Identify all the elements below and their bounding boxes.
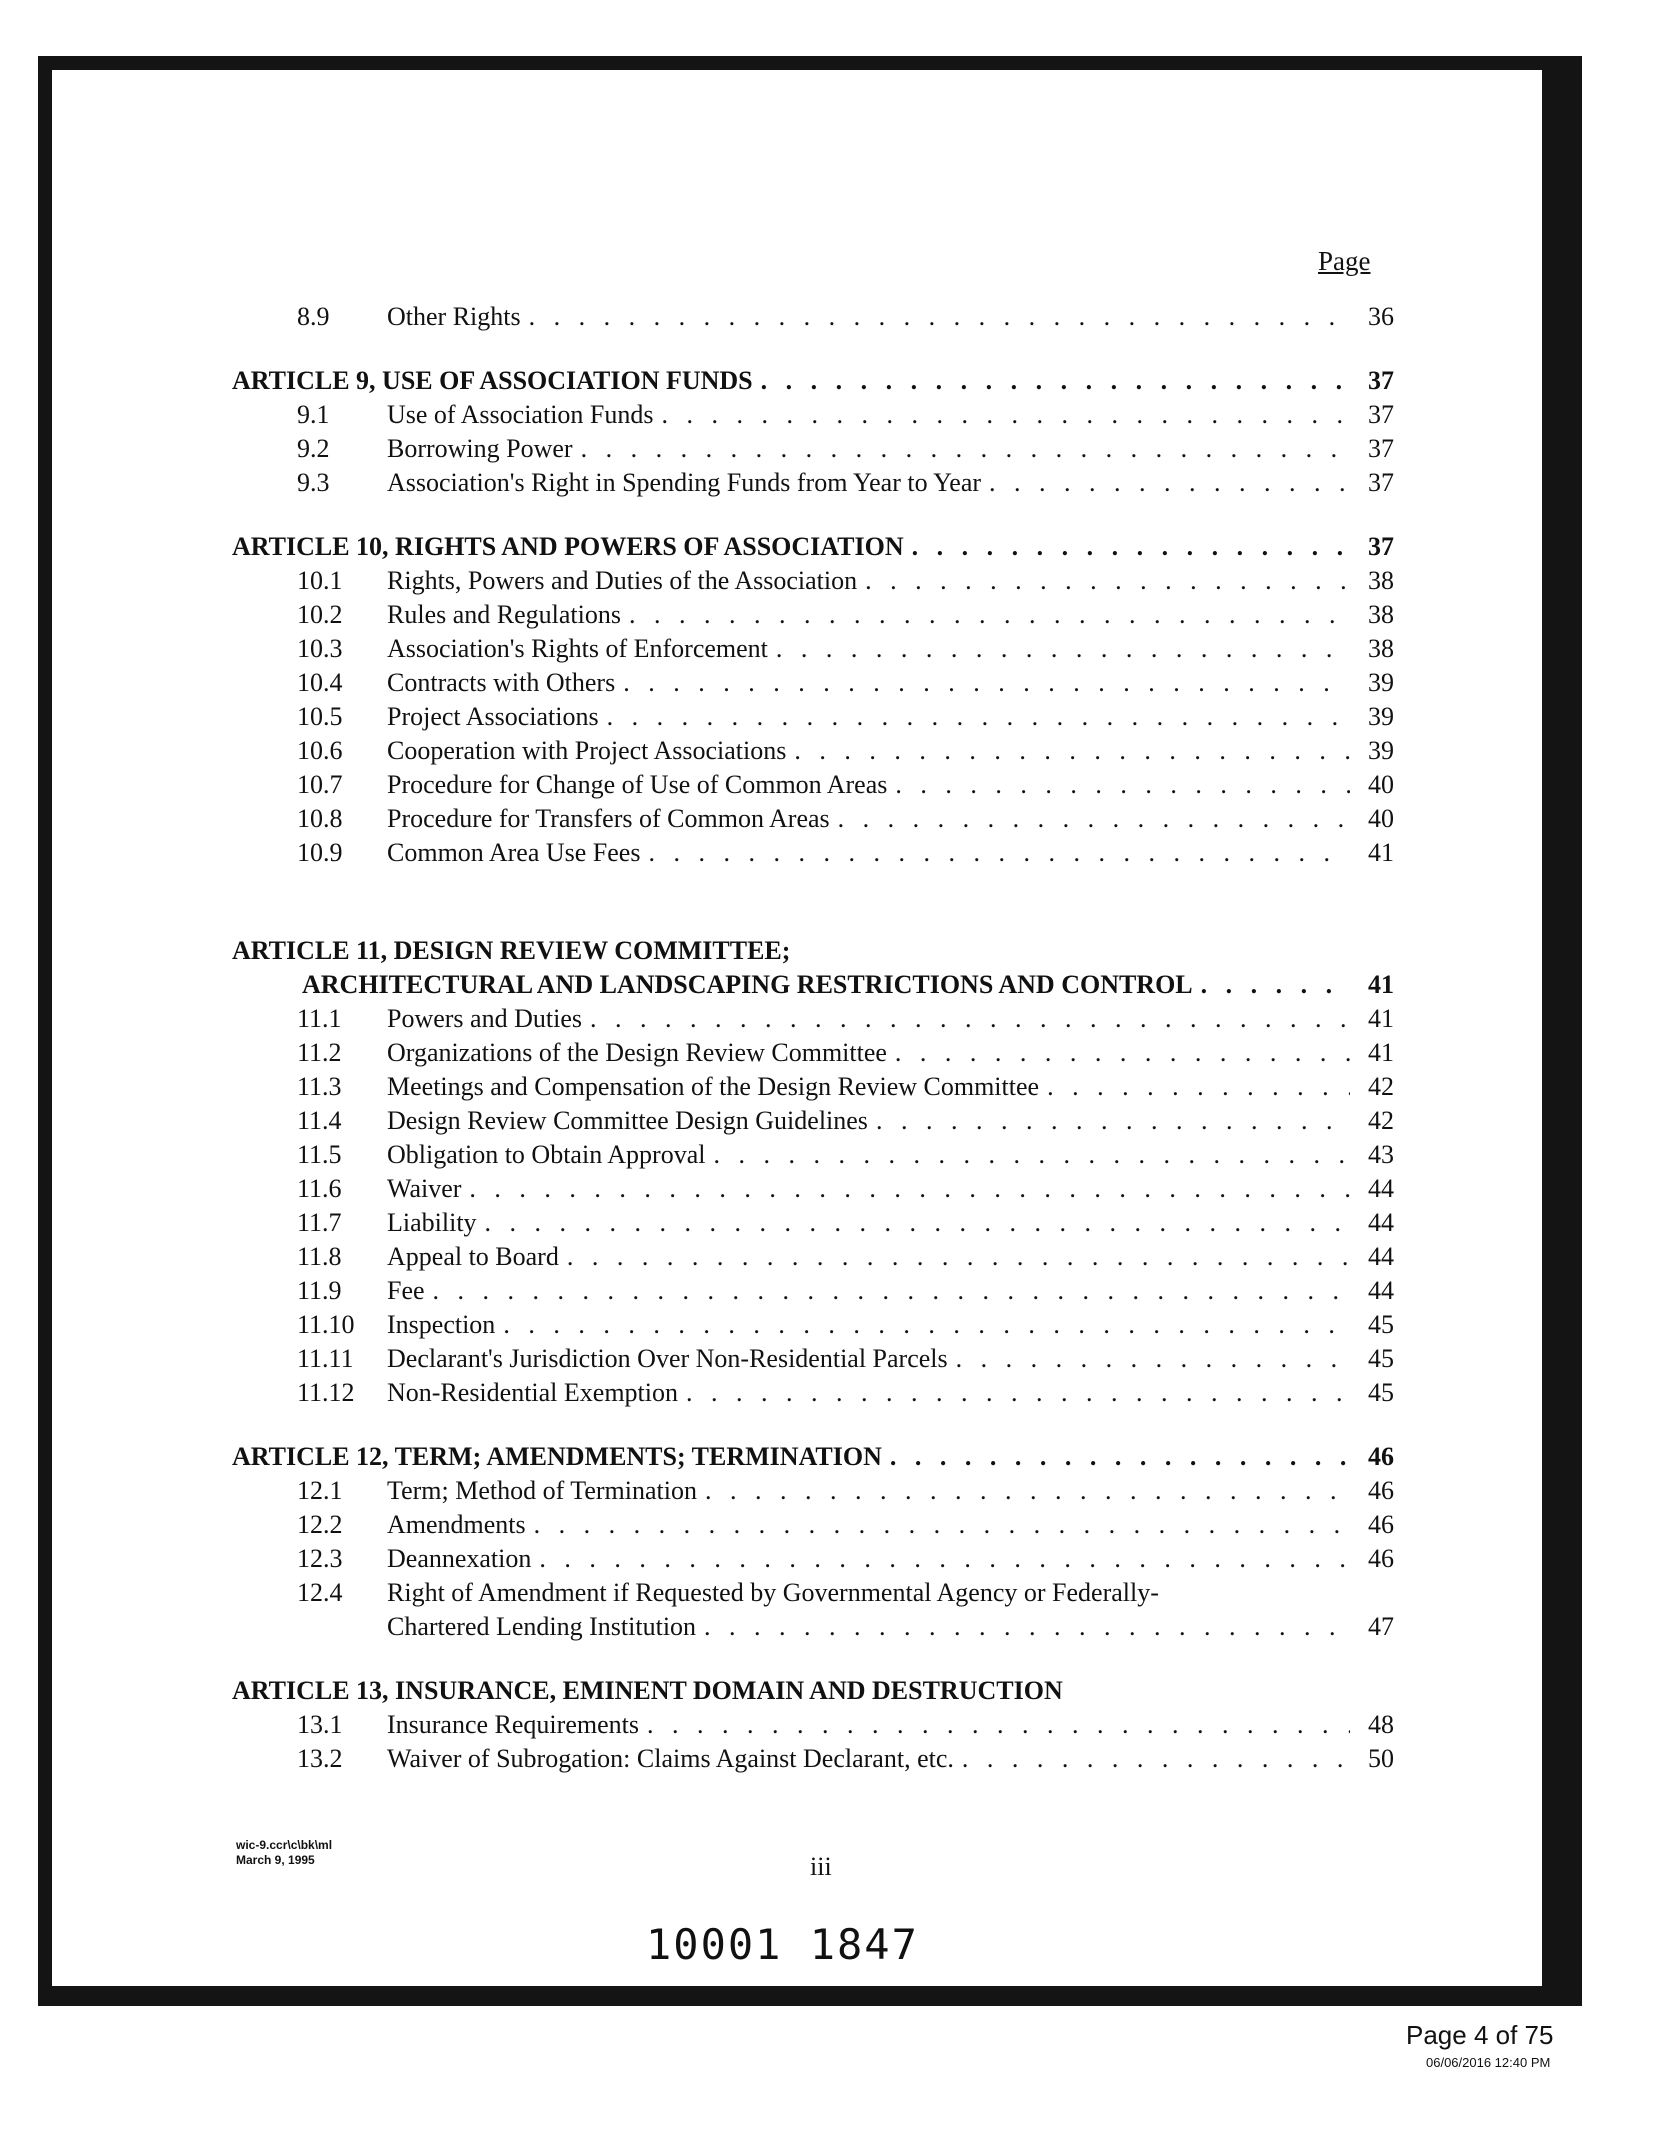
dot-leader [607,700,1350,734]
section-title: Deannexation [387,1544,532,1573]
section-title: Amendments [387,1510,526,1539]
footer-file-reference [236,1838,332,1868]
section-number: 12.1 [297,1476,343,1505]
section-spacer [232,1644,1394,1674]
toc-item-row [232,1542,1394,1576]
section-page-number: 46 [1368,1476,1394,1505]
dot-leader [865,564,1350,598]
section-page-number: 41 [1368,1004,1394,1033]
section-page-number: 38 [1368,600,1394,629]
section-number: 13.2 [297,1744,343,1773]
section-number: 11.11 [297,1344,354,1373]
toc-item-row [232,700,1394,734]
section-number: 9.1 [297,400,330,429]
article-heading [232,530,1394,564]
toc-item-row [232,398,1394,432]
toc-item-row [232,802,1394,836]
page-of-indicator: Page 4 of 75 [1406,2020,1554,2050]
section-title: Inspection [387,1310,496,1339]
dot-leader [503,1308,1350,1342]
article-title: ARTICLE 11, DESIGN REVIEW COMMITTEE; [232,936,791,965]
page-column-heading: Page [1318,246,1371,276]
toc-item-row [232,666,1394,700]
toc-item-row [232,836,1394,870]
file-date: March 9, 1995 [236,1853,315,1867]
section-number: 10.5 [297,702,343,731]
section-spacer [232,334,1394,364]
section-page-number: 39 [1368,736,1394,765]
section-number: 11.6 [297,1174,342,1203]
section-spacer [232,1410,1394,1440]
dot-leader [623,666,1350,700]
article-title: ARTICLE 12, TERM; AMENDMENTS; TERMINATION [232,1442,882,1471]
dot-leader [648,836,1350,870]
toc-item-row [232,1240,1394,1274]
section-number: 11.9 [297,1276,342,1305]
roman-page-number: iii [810,1852,832,1881]
section-page-number: 36 [1368,302,1394,331]
section-number: 11.5 [297,1140,342,1169]
section-page-number: 45 [1368,1310,1394,1339]
dot-leader [469,1172,1350,1206]
article-title: ARTICLE 13, INSURANCE, EMINENT DOMAIN AND DESTRUCTION [232,1676,1063,1705]
dot-leader [890,1440,1350,1474]
article-heading [232,364,1394,398]
section-number: 10.6 [297,736,343,765]
section-page-number: 48 [1368,1710,1394,1739]
section-title: Rights, Powers and Duties of the Association [387,566,858,595]
toc-item-row [232,1070,1394,1104]
toc-item-row [232,1002,1394,1036]
section-title: Procedure for Change of Use of Common Areas [387,770,888,799]
section-title: Contracts with Others [387,668,616,697]
toc-item-row [232,632,1394,666]
section-page-number: 42 [1368,1072,1394,1101]
section-number: 10.8 [297,804,343,833]
dot-leader [912,530,1350,564]
toc-item-row [232,1742,1394,1776]
section-page-number: 37 [1368,468,1394,497]
section-title: Other Rights [387,302,521,331]
toc-item-row [232,734,1394,768]
dot-leader [629,598,1350,632]
section-title: Association's Rights of Enforcement [387,634,768,663]
section-title: Waiver of Subrogation: Claims Against Declarant, etc. [387,1744,954,1773]
dot-leader [590,1002,1350,1036]
section-title: Borrowing Power [387,434,573,463]
section-spacer [232,870,1394,934]
section-page-number: 47 [1368,1612,1394,1641]
section-page-number: 43 [1368,1140,1394,1169]
section-number: 10.3 [297,634,343,663]
dot-leader [662,398,1351,432]
section-number: 9.2 [297,434,330,463]
section-number: 11.2 [297,1038,342,1067]
section-title: Appeal to Board [387,1242,559,1271]
dot-leader [956,1342,1350,1376]
section-number: 12.4 [297,1578,343,1607]
dot-leader [686,1376,1350,1410]
toc-item-continuation [232,1610,1394,1644]
dot-leader [539,1542,1350,1576]
toc-item-row [232,1104,1394,1138]
section-page-number: 44 [1368,1208,1394,1237]
section-number: 12.3 [297,1544,343,1573]
section-page-number: 45 [1368,1344,1394,1373]
file-ref: wic-9.ccr\c\bk\ml [236,1838,333,1852]
section-title: Non-Residential Exemption [387,1378,679,1407]
section-number: 13.1 [297,1710,343,1739]
section-spacer [232,500,1394,530]
section-title: Meetings and Compensation of the Design Review Committee [387,1072,1040,1101]
section-page-number: 38 [1368,634,1394,663]
section-page-number: 37 [1368,400,1394,429]
section-title: Powers and Duties [387,1004,582,1033]
toc-item-row [232,768,1394,802]
toc-item-row [232,1172,1394,1206]
dot-leader [1201,968,1350,1002]
section-title: Declarant's Jurisdiction Over Non-Residential Parcels [387,1344,948,1373]
dot-leader [705,1474,1350,1508]
section-title: Use of Association Funds [387,400,654,429]
dot-leader [581,432,1350,466]
section-page-number: 41 [1368,838,1394,867]
section-number: 11.7 [297,1208,342,1237]
section-page-number: 44 [1368,1174,1394,1203]
dot-leader [761,364,1350,398]
section-number: 8.9 [297,302,330,331]
toc-item-row [232,1508,1394,1542]
toc-item-row [232,466,1394,500]
toc-item-row [232,1138,1394,1172]
section-number: 10.4 [297,668,343,697]
dot-leader [704,1610,1350,1644]
section-page-number: 50 [1368,1744,1394,1773]
section-page-number: 37 [1368,434,1394,463]
section-number: 11.4 [297,1106,342,1135]
section-page-number: 42 [1368,1106,1394,1135]
dot-leader [895,768,1350,802]
section-title: Procedure for Transfers of Common Areas [387,804,830,833]
toc-item-row [232,1576,1394,1610]
section-title: Association's Right in Spending Funds from Year to Year [387,468,982,497]
dot-leader [433,1274,1350,1308]
section-title-continued: Chartered Lending Institution [387,1612,697,1641]
toc-item-row [232,1036,1394,1070]
section-title: Obligation to Obtain Approval [387,1140,706,1169]
section-page-number: 44 [1368,1276,1394,1305]
section-title: Organizations of the Design Review Committee [387,1038,887,1067]
toc-item-row [232,1206,1394,1240]
section-page-number: 39 [1368,702,1394,731]
section-number: 11.8 [297,1242,342,1271]
section-page-number: 46 [1368,1544,1394,1573]
toc-item-row [232,598,1394,632]
section-page-number: 46 [1368,1510,1394,1539]
article-page-number: 46 [1368,1442,1394,1471]
section-title: Waiver [387,1174,462,1203]
dot-leader [895,1036,1350,1070]
dot-leader [1047,1070,1350,1104]
section-page-number: 39 [1368,668,1394,697]
article-heading [232,1440,1394,1474]
article-page-number: 37 [1368,366,1394,395]
section-title: Design Review Committee Design Guidelines [387,1106,868,1135]
section-title: Project Associations [387,702,599,731]
article-heading-continued [232,968,1394,1002]
dot-leader [962,1742,1350,1776]
section-title: Cooperation with Project Associations [387,736,787,765]
dot-leader [838,802,1350,836]
section-title: Insurance Requirements [387,1710,639,1739]
section-page-number: 45 [1368,1378,1394,1407]
dot-leader [567,1240,1350,1274]
dot-leader [534,1508,1350,1542]
section-number: 11.10 [297,1310,355,1339]
dot-leader [485,1206,1350,1240]
toc-item-row [232,1474,1394,1508]
section-page-number: 41 [1368,1038,1394,1067]
toc-item-row [232,1342,1394,1376]
article-heading [232,1674,1394,1708]
section-title: Liability [387,1208,477,1237]
article-subtitle: ARCHITECTURAL AND LANDSCAPING RESTRICTIONS AND CONTROL [302,970,1193,999]
section-title: Fee [387,1276,425,1305]
toc-item-row [232,1308,1394,1342]
dot-leader [713,1138,1350,1172]
section-title: Common Area Use Fees [387,838,641,867]
section-page-number: 40 [1368,804,1394,833]
section-number: 11.12 [297,1378,355,1407]
article-title: ARTICLE 9, USE OF ASSOCIATION FUNDS [232,366,753,395]
section-title: Rules and Regulations [387,600,621,629]
article-page-number: 41 [1368,970,1394,999]
toc-item-row [232,1376,1394,1410]
section-title: Right of Amendment if Requested by Governmental Agency or Federally- [387,1578,1159,1607]
toc-item-row [232,432,1394,466]
dot-leader [794,734,1350,768]
table-of-contents [232,300,1394,1776]
toc-item-row [232,1274,1394,1308]
section-number: 9.3 [297,468,330,497]
section-number: 12.2 [297,1510,343,1539]
section-number: 10.2 [297,600,343,629]
article-title: ARTICLE 10, RIGHTS AND POWERS OF ASSOCIATION [232,532,904,561]
section-page-number: 38 [1368,566,1394,595]
dot-leader [876,1104,1350,1138]
section-number: 10.1 [297,566,343,595]
toc-item-row [232,300,1394,334]
section-number: 11.1 [297,1004,342,1033]
dot-leader [529,300,1350,334]
section-page-number: 44 [1368,1242,1394,1271]
article-page-number: 37 [1368,532,1394,561]
section-page-number: 40 [1368,770,1394,799]
article-heading [232,934,1394,968]
section-number: 10.9 [297,838,343,867]
section-number: 11.3 [297,1072,342,1101]
dot-leader [647,1708,1350,1742]
print-timestamp: 06/06/2016 12:40 PM [1426,2055,1551,2070]
toc-item-row [232,564,1394,598]
dot-leader [776,632,1350,666]
section-number: 10.7 [297,770,343,799]
dot-leader [989,466,1350,500]
section-title: Term; Method of Termination [387,1476,697,1505]
toc-item-row [232,1708,1394,1742]
recording-stamp: 10001 1847 [646,1920,919,1969]
